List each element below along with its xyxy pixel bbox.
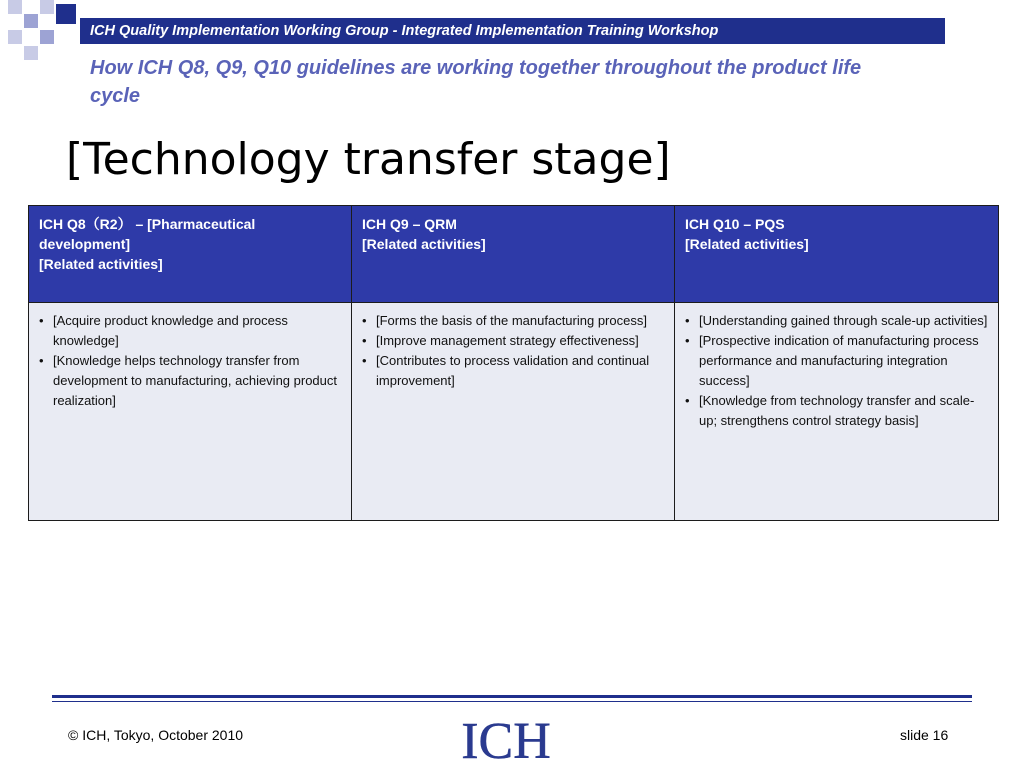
table-header-row (29, 206, 999, 303)
corner-square-5 (8, 30, 22, 44)
list-item: • [Acquire product knowledge and process knowledge] (37, 311, 343, 351)
header-banner (80, 18, 945, 44)
table-row (29, 303, 999, 521)
cell-q9-activities (352, 303, 675, 521)
bullet-list (37, 311, 343, 411)
cell-q10-activities (675, 303, 999, 521)
column-header-q9 (352, 206, 675, 303)
bullet-list (360, 311, 666, 391)
list-item: • [Prospective indication of manufacturing process performance and manufacturing integration success] (683, 331, 990, 391)
column-header-subtitle: [Related activities] (685, 236, 809, 252)
footer-divider (52, 695, 972, 698)
column-header-title: ICH Q10 – PQS (685, 216, 785, 232)
bullet-list (683, 311, 990, 431)
slide-title: [Technology transfer stage] (66, 134, 671, 185)
list-item: • [Knowledge helps technology transfer from development to manufacturing, achieving product realization] (37, 351, 343, 411)
cell-q8-activities (29, 303, 352, 521)
list-item: • [Improve management strategy effectiveness] (360, 331, 666, 351)
banner-emphasis: Integrated Implementation Training Workshop (401, 23, 719, 39)
corner-square-1 (8, 0, 22, 14)
column-header-title: ICH Q9 – QRM (362, 216, 457, 232)
list-item: • [Knowledge from technology transfer and scale-up; strengthens control strategy basis] (683, 391, 990, 431)
banner-prefix: ICH Quality Implementation Working Group - (90, 23, 402, 39)
ich-logo (461, 708, 551, 768)
list-item: • [Understanding gained through scale-up activities] (683, 311, 990, 331)
slide-subtitle: How ICH Q8, Q9, Q10 guidelines are working together throughout the product life cycle (90, 57, 862, 107)
corner-square-7 (24, 46, 38, 60)
corner-square-4 (56, 4, 76, 24)
logo-text: ICH (461, 713, 551, 768)
column-header-subtitle: [Related activities] (39, 256, 163, 272)
list-item: • [Forms the basis of the manufacturing process] (360, 311, 666, 331)
corner-square-3 (24, 14, 38, 28)
slide-number: slide 16 (900, 727, 949, 743)
footer-divider-thin (52, 701, 972, 702)
corner-square-6 (40, 30, 54, 44)
list-item: • [Contributes to process validation and continual improvement] (360, 351, 666, 391)
copyright-text: © ICH, Tokyo, October 2010 (68, 727, 244, 743)
activities-table (28, 205, 999, 521)
column-header-q10 (675, 206, 999, 303)
column-header-subtitle: [Related activities] (362, 236, 486, 252)
column-header-q8 (29, 206, 352, 303)
corner-square-2 (40, 0, 54, 14)
column-header-title: ICH Q8（R2） – [Pharmaceutical development] (39, 216, 256, 252)
